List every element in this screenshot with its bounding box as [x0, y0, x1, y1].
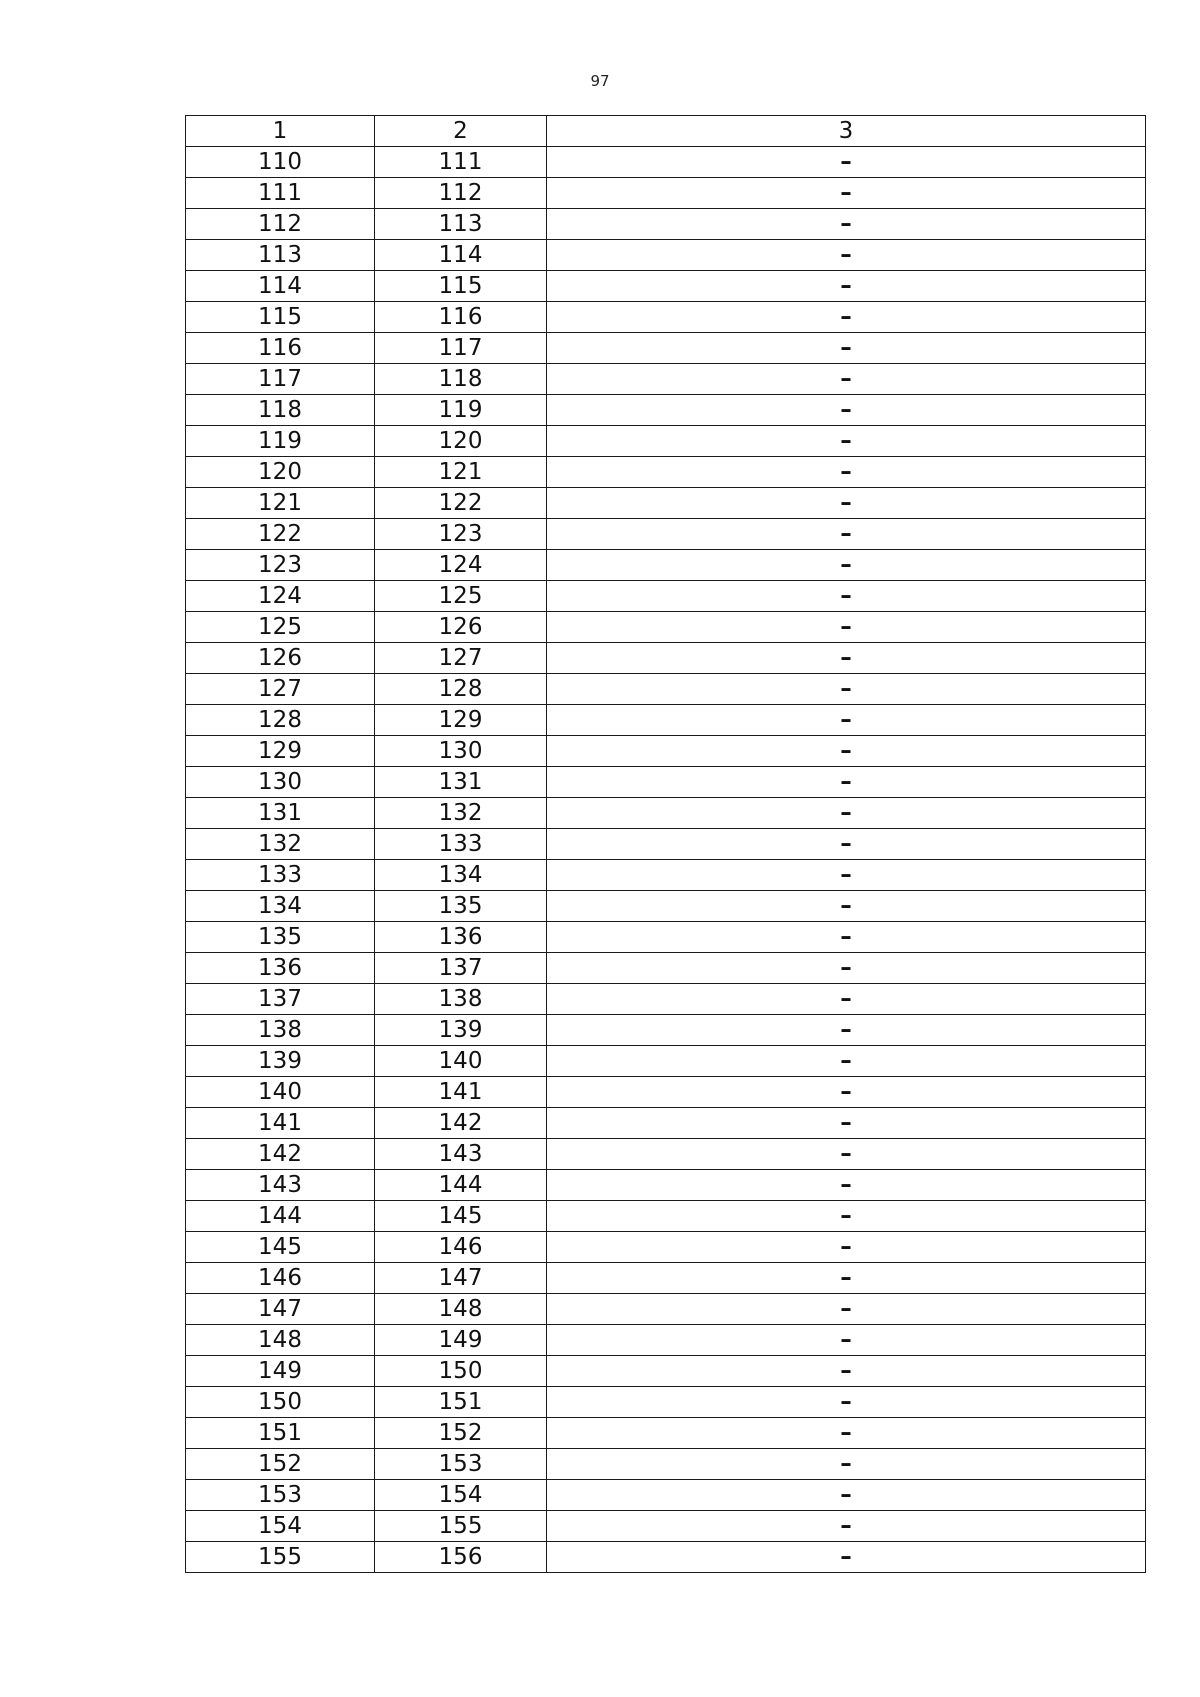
cell-col-1: 121 [186, 488, 375, 519]
table-row [186, 767, 1146, 798]
table-row [186, 1480, 1146, 1511]
column-header-3: 3 [547, 116, 1146, 147]
cell-col-1: 137 [186, 984, 375, 1015]
cell-col-3: – [547, 1201, 1146, 1232]
cell-col-1: 132 [186, 829, 375, 860]
cell-col-2: 143 [375, 1139, 547, 1170]
cell-col-2: 120 [375, 426, 547, 457]
cell-col-2: 121 [375, 457, 547, 488]
cell-col-2: 130 [375, 736, 547, 767]
table-row [186, 674, 1146, 705]
table-row [186, 612, 1146, 643]
cell-col-2: 128 [375, 674, 547, 705]
cell-col-3: – [547, 426, 1146, 457]
cell-col-3: – [547, 1325, 1146, 1356]
cell-col-1: 154 [186, 1511, 375, 1542]
cell-col-3: – [547, 1108, 1146, 1139]
cell-col-1: 123 [186, 550, 375, 581]
cell-col-1: 139 [186, 1046, 375, 1077]
cell-col-3: – [547, 488, 1146, 519]
cell-col-2: 113 [375, 209, 547, 240]
cell-col-2: 150 [375, 1356, 547, 1387]
cell-col-1: 138 [186, 1015, 375, 1046]
cell-col-2: 154 [375, 1480, 547, 1511]
cell-col-2: 132 [375, 798, 547, 829]
table-row [186, 519, 1146, 550]
cell-col-3: – [547, 1356, 1146, 1387]
cell-col-3: – [547, 798, 1146, 829]
table-row [186, 1232, 1146, 1263]
table-row [186, 271, 1146, 302]
cell-col-2: 138 [375, 984, 547, 1015]
cell-col-1: 140 [186, 1077, 375, 1108]
cell-col-1: 143 [186, 1170, 375, 1201]
cell-col-3: – [547, 240, 1146, 271]
cell-col-1: 142 [186, 1139, 375, 1170]
cell-col-1: 115 [186, 302, 375, 333]
table-row [186, 1077, 1146, 1108]
cell-col-1: 118 [186, 395, 375, 426]
cell-col-3: – [547, 302, 1146, 333]
cell-col-3: – [547, 581, 1146, 612]
cell-col-3: – [547, 860, 1146, 891]
cell-col-2: 116 [375, 302, 547, 333]
page-number: 97 [590, 72, 610, 90]
cell-col-3: – [547, 705, 1146, 736]
table-row [186, 426, 1146, 457]
cell-col-3: – [547, 1418, 1146, 1449]
cell-col-1: 147 [186, 1294, 375, 1325]
cell-col-3: – [547, 1046, 1146, 1077]
cell-col-2: 131 [375, 767, 547, 798]
table-row [186, 364, 1146, 395]
cell-col-1: 151 [186, 1418, 375, 1449]
table-row [186, 1542, 1146, 1573]
cell-col-1: 116 [186, 333, 375, 364]
cell-col-2: 129 [375, 705, 547, 736]
cell-col-3: – [547, 364, 1146, 395]
cell-col-1: 155 [186, 1542, 375, 1573]
table-row [186, 302, 1146, 333]
table-row [186, 457, 1146, 488]
table-row [186, 1325, 1146, 1356]
cell-col-2: 151 [375, 1387, 547, 1418]
cell-col-3: – [547, 147, 1146, 178]
cell-col-2: 142 [375, 1108, 547, 1139]
cell-col-2: 146 [375, 1232, 547, 1263]
cell-col-3: – [547, 271, 1146, 302]
cell-col-1: 117 [186, 364, 375, 395]
cell-col-3: – [547, 612, 1146, 643]
cell-col-2: 156 [375, 1542, 547, 1573]
table-row [186, 395, 1146, 426]
cell-col-3: – [547, 395, 1146, 426]
cell-col-2: 136 [375, 922, 547, 953]
cell-col-2: 137 [375, 953, 547, 984]
table-row [186, 1356, 1146, 1387]
cell-col-3: – [547, 519, 1146, 550]
cell-col-3: – [547, 1077, 1146, 1108]
cell-col-2: 145 [375, 1201, 547, 1232]
table-row [186, 550, 1146, 581]
table-row [186, 829, 1146, 860]
cell-col-2: 141 [375, 1077, 547, 1108]
cell-col-1: 127 [186, 674, 375, 705]
cell-col-3: – [547, 891, 1146, 922]
table-row [186, 1449, 1146, 1480]
table-row [186, 333, 1146, 364]
table-row [186, 798, 1146, 829]
table-row [186, 1015, 1146, 1046]
cell-col-3: – [547, 1294, 1146, 1325]
table-row [186, 705, 1146, 736]
cell-col-2: 155 [375, 1511, 547, 1542]
table-row [186, 643, 1146, 674]
cell-col-3: – [547, 674, 1146, 705]
column-header-2: 2 [375, 116, 547, 147]
cell-col-2: 148 [375, 1294, 547, 1325]
cell-col-2: 127 [375, 643, 547, 674]
cell-col-2: 147 [375, 1263, 547, 1294]
table-row [186, 488, 1146, 519]
cell-col-1: 144 [186, 1201, 375, 1232]
table-row [186, 1294, 1146, 1325]
cell-col-3: – [547, 953, 1146, 984]
cell-col-3: – [547, 1139, 1146, 1170]
table-row [186, 860, 1146, 891]
cell-col-1: 145 [186, 1232, 375, 1263]
table-row [186, 1170, 1146, 1201]
cell-col-1: 126 [186, 643, 375, 674]
cell-col-2: 112 [375, 178, 547, 209]
cell-col-2: 153 [375, 1449, 547, 1480]
cell-col-1: 122 [186, 519, 375, 550]
cell-col-2: 114 [375, 240, 547, 271]
cell-col-1: 114 [186, 271, 375, 302]
cell-col-3: – [547, 643, 1146, 674]
cell-col-1: 146 [186, 1263, 375, 1294]
cell-col-1: 133 [186, 860, 375, 891]
cell-col-2: 149 [375, 1325, 547, 1356]
column-header-1: 1 [186, 116, 375, 147]
cell-col-2: 118 [375, 364, 547, 395]
cell-col-2: 122 [375, 488, 547, 519]
cell-col-2: 123 [375, 519, 547, 550]
cell-col-1: 120 [186, 457, 375, 488]
cell-col-3: – [547, 457, 1146, 488]
table-row [186, 581, 1146, 612]
cell-col-1: 150 [186, 1387, 375, 1418]
table-row [186, 1263, 1146, 1294]
table-row [186, 1511, 1146, 1542]
table-row [186, 1201, 1146, 1232]
cell-col-3: – [547, 1480, 1146, 1511]
cell-col-3: – [547, 1263, 1146, 1294]
cell-col-1: 152 [186, 1449, 375, 1480]
cell-col-3: – [547, 333, 1146, 364]
cell-col-3: – [547, 736, 1146, 767]
cell-col-3: – [547, 209, 1146, 240]
table-row [186, 209, 1146, 240]
cell-col-1: 134 [186, 891, 375, 922]
cell-col-3: – [547, 1170, 1146, 1201]
table-row [186, 1046, 1146, 1077]
table-body [186, 147, 1146, 1573]
cell-col-1: 124 [186, 581, 375, 612]
cell-col-2: 133 [375, 829, 547, 860]
data-table [185, 115, 1146, 1573]
cell-col-1: 128 [186, 705, 375, 736]
cell-col-1: 148 [186, 1325, 375, 1356]
cell-col-1: 113 [186, 240, 375, 271]
table-row [186, 891, 1146, 922]
table-row [186, 1418, 1146, 1449]
cell-col-1: 153 [186, 1480, 375, 1511]
cell-col-1: 135 [186, 922, 375, 953]
cell-col-2: 134 [375, 860, 547, 891]
cell-col-3: – [547, 1449, 1146, 1480]
cell-col-2: 126 [375, 612, 547, 643]
cell-col-2: 135 [375, 891, 547, 922]
table-row [186, 736, 1146, 767]
cell-col-2: 139 [375, 1015, 547, 1046]
cell-col-2: 117 [375, 333, 547, 364]
table-row [186, 953, 1146, 984]
cell-col-1: 125 [186, 612, 375, 643]
cell-col-1: 130 [186, 767, 375, 798]
cell-col-2: 111 [375, 147, 547, 178]
cell-col-2: 125 [375, 581, 547, 612]
cell-col-1: 149 [186, 1356, 375, 1387]
cell-col-3: – [547, 922, 1146, 953]
table-row [186, 1387, 1146, 1418]
table-row [186, 922, 1146, 953]
table-row [186, 240, 1146, 271]
cell-col-2: 140 [375, 1046, 547, 1077]
cell-col-3: – [547, 1015, 1146, 1046]
table-row [186, 178, 1146, 209]
cell-col-2: 115 [375, 271, 547, 302]
table-row [186, 1139, 1146, 1170]
table-row [186, 147, 1146, 178]
cell-col-1: 111 [186, 178, 375, 209]
cell-col-1: 136 [186, 953, 375, 984]
table-row [186, 1108, 1146, 1139]
cell-col-3: – [547, 1387, 1146, 1418]
cell-col-3: – [547, 829, 1146, 860]
cell-col-1: 110 [186, 147, 375, 178]
cell-col-1: 119 [186, 426, 375, 457]
cell-col-3: – [547, 178, 1146, 209]
cell-col-1: 129 [186, 736, 375, 767]
cell-col-2: 144 [375, 1170, 547, 1201]
cell-col-3: – [547, 767, 1146, 798]
cell-col-2: 152 [375, 1418, 547, 1449]
cell-col-2: 119 [375, 395, 547, 426]
cell-col-1: 131 [186, 798, 375, 829]
cell-col-3: – [547, 1232, 1146, 1263]
cell-col-3: – [547, 1542, 1146, 1573]
header-row [186, 116, 1146, 147]
cell-col-3: – [547, 550, 1146, 581]
cell-col-2: 124 [375, 550, 547, 581]
cell-col-1: 141 [186, 1108, 375, 1139]
cell-col-3: – [547, 1511, 1146, 1542]
table-row [186, 984, 1146, 1015]
cell-col-1: 112 [186, 209, 375, 240]
cell-col-3: – [547, 984, 1146, 1015]
